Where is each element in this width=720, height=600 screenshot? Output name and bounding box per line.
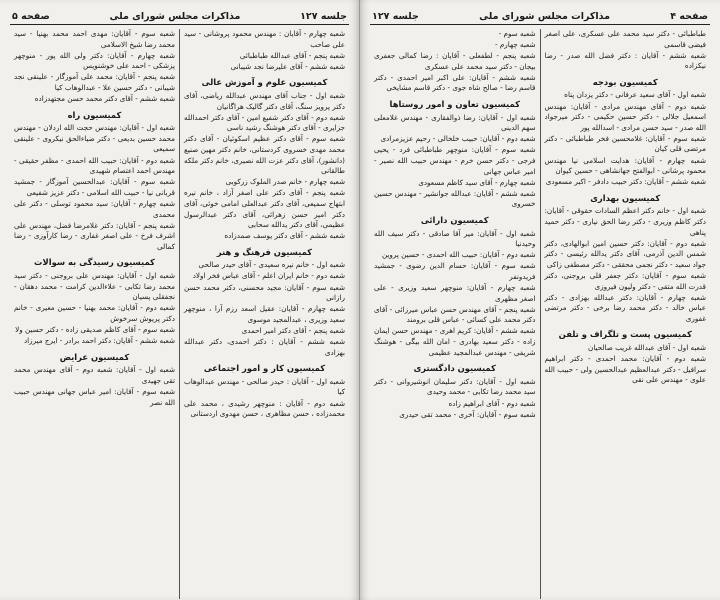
membership-paragraph: شعبه دوم - آقای دکتر شفیع امین - آقای دکتر احمدالله جزایری - آقای دکتر هوشنگ رشید ناسی: [184, 112, 345, 133]
membership-paragraph: شعبه سوم - آقایان: منوچهر طباطبائی فرد - یحیی فرجی - دکتر حسن خرم - مهندس حبیب الله نصیر - امیر عباس جهانی: [374, 145, 536, 176]
membership-paragraph: شعبه ششم - آقایان : دکتر فضل الله صدر - رضا نیکزاده: [544, 50, 706, 71]
membership-paragraph: شعبه پنجم - آقایان: محمد علی آموزگار - علینقی نجد شیبانی - دکتر حسین علا - عبدالوهاب کیا: [14, 72, 175, 92]
membership-paragraph: شعبه اول - خانم نیره سعیدی - آقای حیدر صالحی: [198, 260, 345, 270]
membership-paragraph: شعبه اول - آقایان: رضا ذوالفقاری - مهندس غلامعلی سهم الدینی: [374, 112, 536, 133]
committee-heading: کمیسیون بهداری: [590, 192, 661, 203]
right-page-header: [370, 8, 710, 25]
membership-paragraph: شعبه پنجم - آقای دکتر امیر احمدی: [241, 325, 345, 335]
membership-paragraph: شعبه چهارم - خانم صدر الملوک زرکوبی: [225, 177, 345, 187]
membership-paragraph: شعبه ششم - آقای دکتر محمد حسن مجتهدزاده: [34, 94, 175, 104]
membership-paragraph: شعبه اول - آقای سعید عرفانی - دکتر یزدان پناه: [564, 90, 706, 100]
session-number: جلسه ۱۲۷: [372, 11, 419, 22]
right-page-columns: [370, 29, 710, 599]
membership-paragraph: شعبه ششم - آقایان: عبدالله جوانشیر - مهندس حسین خسروی: [374, 188, 536, 209]
membership-paragraph: شعبه سوم - آقایان: مجید محسنی، دکتر محمد حسن رازانی: [184, 282, 345, 303]
committee-heading: کمیسیون رسیدگی به سوالات: [34, 257, 155, 268]
text-column: [180, 29, 349, 599]
session-number: جلسه ۱۲۷: [300, 11, 347, 22]
page-number: صفحه ۵: [12, 11, 50, 22]
membership-paragraph: شعبه چهارم - آقایان: منوچهر سعید وزیری - علی اصغر مظهری: [374, 283, 536, 303]
text-column: [370, 29, 541, 599]
membership-paragraph: شعبه چهارم - آقایان: دکتر ولی الله پور - منوچهر پزشکی - احمد علی خوشنویس: [14, 50, 175, 71]
membership-paragraph: شعبه دوم - آقایان: حبیب الله احمدی - مظفر حقیقی - مهندس احمد اعتصام شهیدی: [14, 155, 175, 176]
membership-paragraph: شعبه سوم - آقای کاظم صدیقی زاده - دکتر حسین ولا: [15, 324, 175, 334]
membership-paragraph: شعبه سوم - آقایان: حسام الدین رضوی - جمشید فریدونفر: [374, 261, 536, 281]
membership-paragraph: شعبه دوم - آقای مهندس مرادی - آقایان: مهندس اسمعیل جلالی - دکتر حسین حکیمی - دکتر میرجواد الله صدر - سید حسن مرادی - اسدالله پور: [544, 101, 706, 132]
membership-paragraph: شعبه چهارم - آقایان: سید محمود توسلی - دکتر علی محمدی: [14, 198, 175, 219]
membership-paragraph: شعبه سوم - آقایان: غلامحسین فخر طباطبائی - دکتر مرتضی قلی کیان: [544, 133, 706, 154]
committee-heading: کمیسیون تعاون و امور روستاها: [389, 99, 520, 110]
membership-paragraph: شعبه سوم - آقایان: امیر عباس جهانی مهندس حبیب الله نصر: [14, 386, 175, 407]
membership-paragraph: شعبه چهارم - آقایان: هدایت اسلامی نیا مهندس محمود پرشانی - ابوالفتح جهانشاهی - حسین کیوان: [544, 155, 706, 176]
membership-paragraph: شعبه ششم - آقایان: دکتر احمد برادر - ایرج میرزاد: [23, 336, 175, 346]
committee-heading: کمیسیون عرایض: [59, 351, 130, 362]
membership-paragraph: شعبه دوم - آقای ابراهیم زاده: [448, 398, 536, 408]
membership-paragraph: شعبه اول - آقایان: مهندس علی بروجنی - دکتر سید محمد رضا تکابی - علاءالدین کرامت - محمد دهقان - نجفقلی پسیان: [14, 270, 175, 302]
text-column: [10, 29, 180, 599]
membership-paragraph: شعبه دوم - آقایان : منوچهر رشیدی ، محمد علی محمدزاده ، حسن مظاهری ، حسن مهدوی اردستانی: [184, 398, 345, 419]
journal-title: مذاکرات مجلس شورای ملی: [109, 11, 241, 22]
left-page-columns: [10, 29, 349, 599]
membership-paragraph: شعبه پنجم - آقای عبدالله طباطبائی: [239, 50, 345, 60]
committee-heading: کمیسیون علوم و آموزش عالی: [201, 77, 328, 88]
membership-paragraph: شعبه اول - آقایان: دکتر سلیمان انوشیروانی - دکتر سید محمد رضا تکابی - محمد وحیدی: [374, 376, 536, 397]
committee-heading: کمیسیون پست و تلگراف و تلفن: [558, 329, 692, 340]
membership-paragraph: شعبه چهارم - آقای سید کاظم مسعودی: [418, 177, 536, 187]
membership-paragraph: شعبه اول - آقایان: شعبه دوم - آقای مهندس محمد تقی جهیدی: [14, 365, 175, 385]
membership-paragraph: شعبه ششم - آقای دکتر یوسف صمدزاده: [224, 231, 345, 241]
membership-paragraph: شعبه دوم - خانم ایران اعلم - آقای عباس فخر اولاد: [192, 271, 345, 281]
membership-paragraph: شعبه دوم - آقایان: حبیب خلخالی - رحیم عزیزمرادی: [380, 134, 536, 144]
membership-paragraph: شعبه چهارم - آقایان : مهندس محمود پروشانی - سید علی صاحب: [184, 29, 345, 49]
membership-paragraph: شعبه دوم - آقایان: محمد احمدی - دکتر ابراهیم سرافیل - دکتر عبدالعظیم عبدالحسین ولی - حبیب الله علوی - مهندس علی نقی: [544, 354, 706, 385]
membership-paragraph: شعبه اول - جناب آقای مهندس عبدالله ریاضی، آقای دکتر پرویز سنگ، آقای دکتر گالیک هراگانیان: [184, 90, 345, 111]
membership-paragraph: شعبه سوم - آقایان: مهدی احمد محمد بهنیا - سید محمد رضا شیخ الاسلامی: [14, 29, 175, 49]
membership-paragraph: شعبه دوم - آقایان: دکتر حسین امین ابوالهادی، دکتر شمس الدین آذرمی، آقای دکتر یدالله رئیسی - دکتر جواد سعید - دکتر نجمی محققی - دکتر مصطفی زاکی: [544, 238, 706, 269]
membership-paragraph: شعبه ششم - آقایان : دکتر احمدی، دکتر عبدالله بهزادی: [184, 337, 345, 357]
membership-paragraph: شعبه اول - خانم دکتر اعظم السادات حقوقی - آقایان: دکتر کاظم وزیری - دکتر رضا الحق نیاری - دکتر حمید پناهی: [544, 206, 706, 237]
membership-paragraph: شعبه پنجم - آقایان: دکتر غلامرضا فضل، مهندس علی اشرف فرخ - علی اصغر غفاری - رضا کارآوزی - رضا کمالی: [14, 220, 175, 251]
committee-heading: کمیسیون دادگستری: [413, 363, 496, 374]
membership-paragraph: شعبه ششم - آقایان: کریم اهری - مهندس حسن ایمان زاده - دکتر سعید بهادری - امان الله بیگی - هوشنگ شریفی - مهندس عبدالمجید عظیمی: [374, 326, 536, 357]
membership-paragraph: شعبه پنجم - آقای دکتر علی اصغر آزاد ، خانم نیره ابتهاج سمیعی، آقای دکتر عبدالعلی امامی خوئی، آقای دکتر امیر حسن زهرائی، آقای دکتر عبدالرسول عظیمی، آقای دکتر یدالله سحابی: [184, 188, 345, 230]
membership-paragraph: شعبه دوم - آقایان: محمد بهنیا - حسین معیری - خانم دکتر پریوش سرخوش: [14, 303, 175, 323]
membership-paragraph: شعبه ششم - آقای علیرضا نجد شیبانی: [230, 61, 345, 71]
membership-paragraph: شعبه اول - آقایان : حیدر صالحی - مهندس عبدالوهاب کیا: [184, 376, 345, 397]
text-column: [541, 29, 711, 599]
membership-paragraph: شعبه پنجم - آقای مهندس حسن عباس میرزائی - آقای دکتر محمد علی کسائی - عباس قلی برومند: [374, 304, 536, 325]
membership-paragraph: شعبه دوم - آقایان: حبیب الله احمدی - حسین پروین: [381, 250, 536, 260]
membership-paragraph: طباطبائی - دکتر سید محمد علی عسکری، علی اصغر فیضی قاسمی: [544, 29, 706, 49]
membership-paragraph: شعبه چهارم - آقایان: دکتر عبدالله بهزادی - دکتر عباس خالد - دکتر محمد رضا برخی - دکتر مرتضی غفوری: [544, 292, 706, 323]
committee-heading: کمیسیون کار و امور اجتماعی: [203, 363, 326, 374]
membership-paragraph: شعبه پنجم - لطفعلی - آقایان : رضا کمالی جعفری بیجان - دکتر سید محمد علی عسکری: [374, 51, 536, 71]
membership-paragraph: شعبه اول - آقایان: میر آقا صادقی - دکتر سیف الله وحیدنیا: [374, 228, 536, 249]
journal-title: مذاکرات مجلس شورای ملی: [479, 11, 611, 22]
membership-paragraph: شعبه ششم - آقایان: دکتر حبیب دادفر - اکبر مسعودی: [545, 177, 706, 187]
committee-heading: کمیسیون فرهنگ و هنر: [216, 246, 313, 257]
membership-paragraph: شعبه اول - آقایان: مهندس حجت الله اردلان - مهندس محمد حسین بدیعی - دکتر ضیاءالحق نیکروی - علینقی سمیعی: [14, 123, 175, 154]
membership-paragraph: شعبه چهارم -: [494, 40, 536, 50]
right-page: [360, 0, 720, 600]
committee-heading: کمیسیون راه: [67, 109, 122, 120]
membership-paragraph: شعبه اول - آقای عبدالله غریب صالحیان: [588, 343, 706, 353]
committee-heading: کمیسیون دارائی: [420, 215, 489, 225]
membership-paragraph: شعبه چهارم - آقایان: عقیل اسعد رزم آرا ، منوچهر سعید وزیری ، عبدالمجید موسوی: [184, 304, 345, 324]
page-number: صفحه ۴: [670, 11, 708, 22]
membership-paragraph: شعبه سوم - آقایان: عبدالحسین آموزگار - جمشید قربانی نیا - حبیب الله اسلامی - دکتر عزیز شفیعی: [14, 177, 175, 197]
membership-paragraph: شعبه سوم -: [498, 29, 536, 38]
membership-paragraph: شعبه سوم - آقای دکتر عظیم اسکوئیان - آقای دکتر محمد مهدی خسروی کردستانی، خانم دکتر مهین صنیع (دانشور)، آقای دکتر عزت الله نصیری، خانم دکتر ملکه طالقانی: [184, 134, 345, 176]
membership-paragraph: شعبه ششم - آقایان: علی اکبر امیر احمدی - دکتر قاسم رضا - صالح شاه جوی - دکتر قاسم مشایخی: [374, 72, 536, 93]
left-page-header: [10, 8, 349, 25]
membership-paragraph: شعبه سوم - آقایان: دکتر جعفر قلی بروجنی، دکتر قدرت الله متقی - دکتر ولیون فیروزی: [544, 270, 706, 291]
membership-paragraph: شعبه سوم - آقایان: آخری - محمد تقی حیدری: [399, 409, 536, 419]
committee-heading: کمیسیون بودجه: [592, 76, 658, 87]
